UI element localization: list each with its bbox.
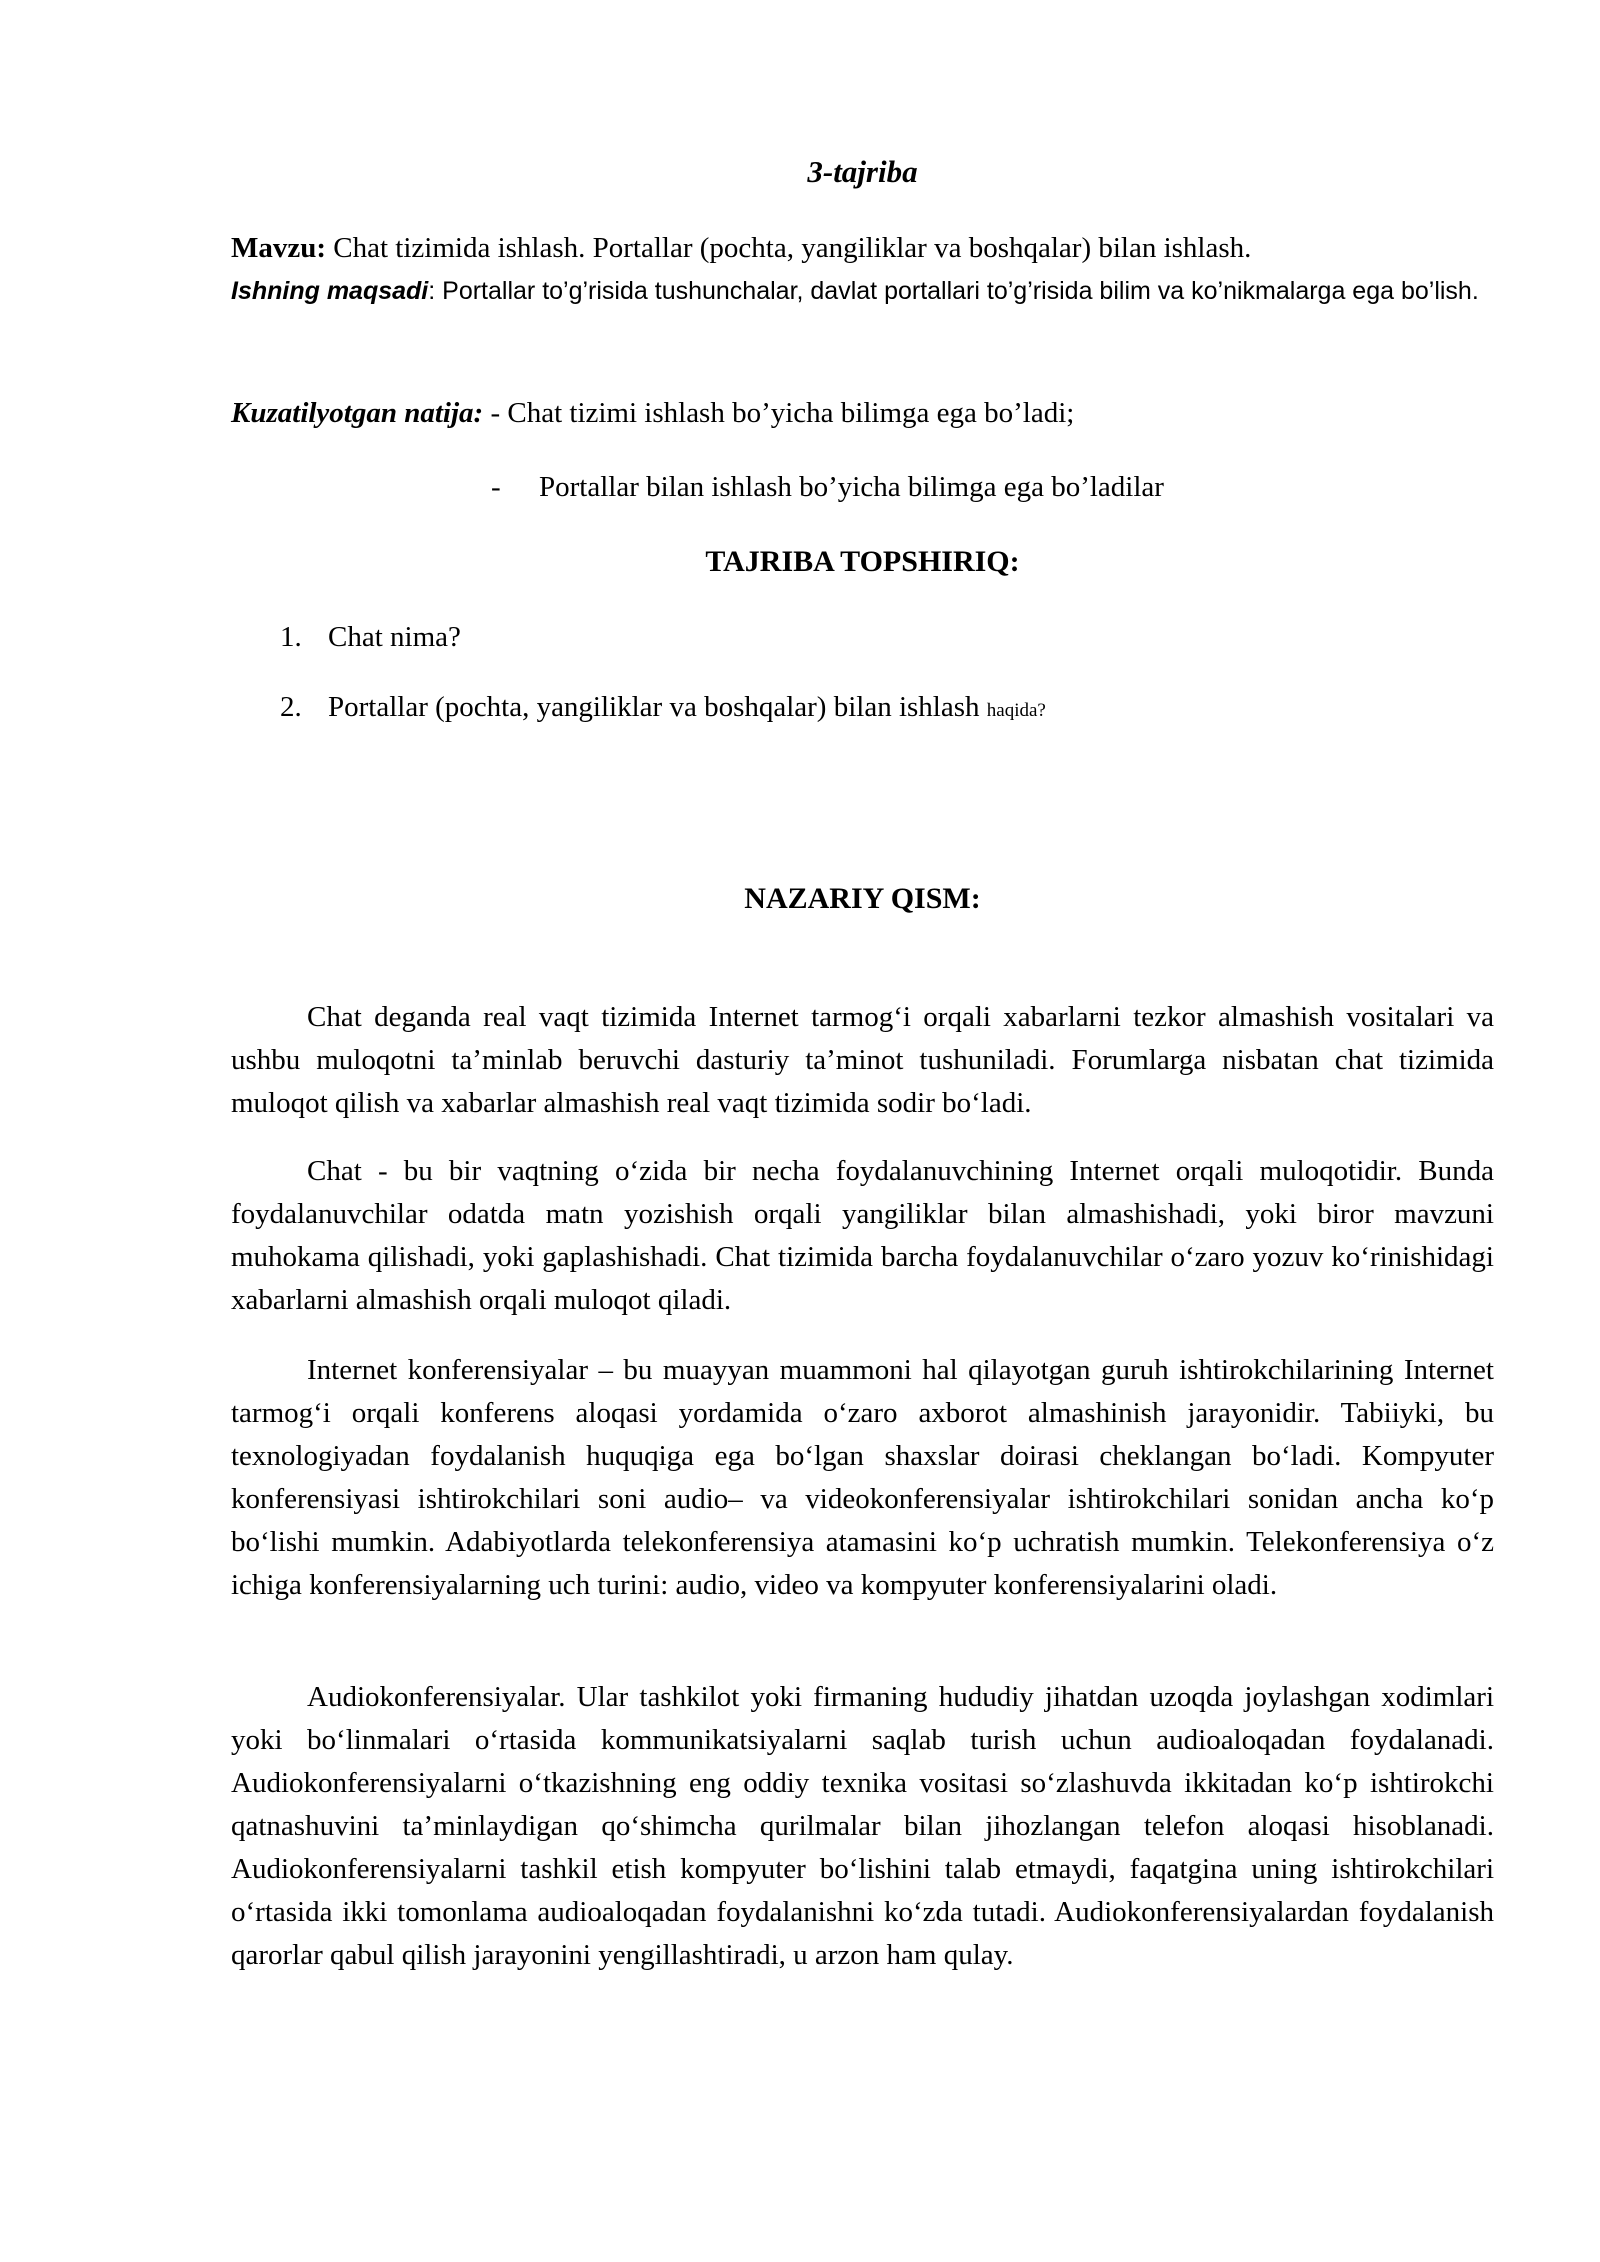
expected-result-line (231, 392, 1494, 435)
theory-paragraph: Chat - bu bir vaqtning o‘zida bir necha foydalanuvchining Internet orqali muloqotidir. Bunda foydalanuvchilar odatda matn yozishish orqali yangiliklar bilan almashishadi, yoki biror mavzuni muhokama qilishadi, yoki gaplashishadi. Chat tizimida barcha foydalanuvchilar o‘zaro yozuv ko‘rinishidagi xabarlarni almashish orqali muloqot qiladi. (231, 1155, 1494, 1316)
tasks-heading: TAJRIBA TOPSHIRIQ: (705, 545, 1020, 578)
theory-paragraph: Audiokonferensiyalar. Ular tashkilot yoki firmaning hududiy jihatdan uzoqda joylashgan xodimlari yoki bo‘linmalari o‘rtasida kommunikatsiyalarni saqlab turish uchun audioaloqadan foydalanadi. Audiokonferensiyalarni o‘tkazishning eng oddiy texnika vositasi so‘zlashuvda ikkitadan ko‘p ishtirokchi qatnashuvini ta’minlaydigan qo‘shimcha qurilmalar bilan jihozlangan telefon aloqasi hisoblanadi. Audiokonferensiyalarni tashkil etish kompyuter bo‘lishini talab etmaydi, faqatgina uning ishtirokchilari o‘rtasida ikki tomonlama audioaloqadan foydalanishni ko‘zda tutadi. Audiokonferensiyalardan foydalanish qarorlar qabul qilish jarayonini yengillashtiradi, u arzon ham qulay. (231, 1681, 1494, 1971)
theory-heading: NAZARIY QISM: (744, 882, 981, 915)
goal-paragraph (231, 270, 1494, 312)
task-item (280, 616, 1480, 659)
topic-line (231, 227, 1494, 270)
goal-text: : Portallar to’g’risida tushunchalar, davlat portallari to’g’risida bilim va ko’nikmalarga ega bo’lish. (428, 277, 1479, 305)
goal-label: Ishning maqsadi (231, 277, 429, 305)
lab-title: 3-tajriba (807, 154, 918, 189)
task-suffix: haqida? (986, 700, 1046, 721)
expected-result-item-2-text: Portallar bilan ishlash bo’yicha bilimga ega bo’ladilar (539, 471, 1164, 503)
expected-result-item-2 (491, 466, 1491, 509)
task-number: 2. (280, 691, 302, 723)
task-text: Chat nima? (328, 621, 461, 653)
expected-result-label: Kuzatilyotgan natija: (231, 397, 484, 429)
topic-text: Chat tizimida ishlash. Portallar (pochta, yangiliklar va boshqalar) bilan ishlash. (326, 232, 1252, 264)
task-item (280, 686, 1480, 732)
list-dash: - (491, 471, 501, 503)
task-number: 1. (280, 621, 302, 653)
theory-paragraph: Chat deganda real vaqt tizimida Internet tarmog‘i orqali xabarlarni tezkor almashish vositalari va ushbu muloqotni ta’minlab beruvchi dasturiy ta’minot tushuniladi. Forumlarga nisbatan chat tizimida muloqot qilish va xabarlar almashish real vaqt tizimida sodir bo‘ladi. (231, 1001, 1494, 1119)
theory-paragraph: Internet konferensiyalar – bu muayyan muammoni hal qilayotgan guruh ishtirokchilarining Internet tarmog‘i orqali konferens aloqasi yordamida o‘zaro axborot almashinish jarayonidir. Tabiiyki, bu texnologiyadan foydalanish huquqiga ega bo‘lgan shaxslar doirasi cheklangan bo‘ladi. Kompyuter konferensiyasi ishtirokchilari soni audio– va videokonferensiyalar ishtirokchilari sonidan ancha ko‘p bo‘lishi mumkin. Adabiyotlarda telekonferensiya atamasini ko‘p uchratish mumkin. Telekonferensiya o‘z ichiga konferensiyalarning uch turini: audio, video va kompyuter konferensiyalarini oladi. (231, 1354, 1494, 1601)
expected-result-item-1: - Chat tizimi ishlash bo’yicha bilimga ega bo’ladi; (483, 397, 1075, 429)
task-text: Portallar (pochta, yangiliklar va boshqalar) bilan ishlash (328, 691, 987, 723)
topic-label: Mavzu: (231, 232, 327, 264)
